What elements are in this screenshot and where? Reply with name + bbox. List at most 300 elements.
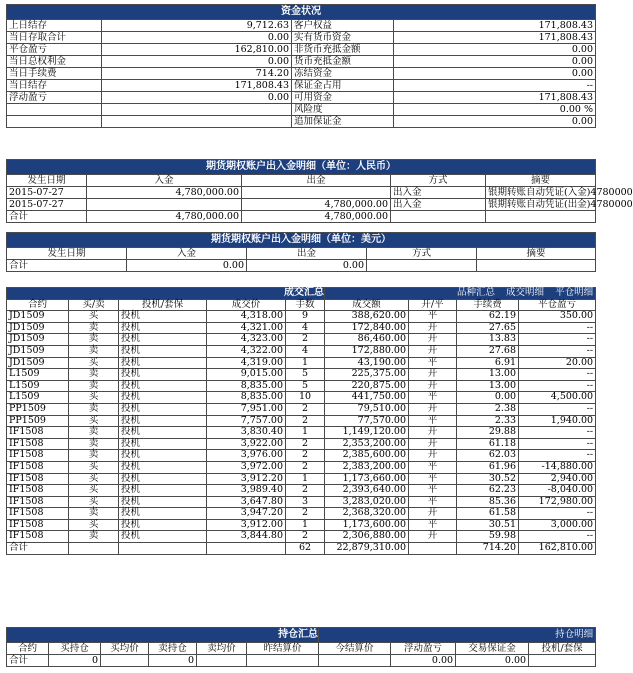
table-cell: 22,879,310.00 (325, 543, 409, 555)
table-row (7, 655, 596, 667)
table-cell: 开 (409, 334, 457, 346)
table-cell: 4,780,000.00 (87, 211, 242, 223)
table-cell: 61.58 (457, 508, 519, 520)
table-cell: 79,510.00 (325, 403, 409, 415)
column-header: 摘要 (477, 248, 596, 260)
column-header: 平仓盈亏 (519, 299, 596, 311)
table-cell: 投机 (119, 473, 207, 485)
table-cell: IF1508 (7, 485, 69, 497)
table-cell: 4,780,000.00 (242, 211, 391, 223)
table-cell: 买 (69, 461, 119, 473)
table-cell: -8,040.00 (519, 485, 596, 497)
table-cell: 85.36 (457, 496, 519, 508)
table-cell: 0 (149, 655, 197, 667)
table-cell: 220,875.00 (325, 380, 409, 392)
table-row (7, 531, 596, 543)
table-cell: -- (519, 438, 596, 450)
table-row (7, 211, 596, 223)
table-cell: 可用资金 (292, 92, 394, 104)
table-cell: 买 (69, 485, 119, 497)
table-cell: IF1508 (7, 508, 69, 520)
table-cell: 8,835.00 (207, 380, 286, 392)
table-cell: L1509 (7, 369, 69, 381)
table-cell: 2,385,600.00 (325, 450, 409, 462)
table-cell: 投机 (119, 438, 207, 450)
column-header: 成交额 (325, 299, 409, 311)
table-cell: 2 (286, 461, 325, 473)
table-cell: 350.00 (519, 311, 596, 323)
table-cell: 2,368,320.00 (325, 508, 409, 520)
column-header: 开/平 (409, 299, 457, 311)
column-header: 入金 (127, 248, 247, 260)
usd-deposit-table (6, 232, 596, 272)
table-cell: 当日存取合计 (7, 32, 102, 44)
table-cell: 7,951.00 (207, 403, 286, 415)
table-cell: PP1509 (7, 415, 69, 427)
table-cell: 9,712.63 (102, 20, 292, 32)
table-row (7, 116, 596, 128)
table-cell (367, 260, 477, 272)
table-cell: 1,173,600.00 (325, 519, 409, 531)
position-summary-title: 持仓汇总 (7, 628, 319, 643)
table-cell (409, 543, 457, 555)
position-summary-table (6, 627, 596, 667)
table-cell: 0.00 (102, 92, 292, 104)
table-cell: -- (519, 380, 596, 392)
table-cell: JD1509 (7, 322, 69, 334)
table-cell: 27.65 (457, 322, 519, 334)
table-cell: 10 (286, 392, 325, 404)
table-cell: 3,844.80 (207, 531, 286, 543)
table-cell: 3,976.00 (207, 450, 286, 462)
table-cell: IF1508 (7, 461, 69, 473)
table-cell (529, 655, 596, 667)
table-cell: 1,940.00 (519, 415, 596, 427)
table-cell: IF1508 (7, 438, 69, 450)
table-cell: 171,808.43 (102, 80, 292, 92)
column-header: 买均价 (101, 643, 149, 655)
table-cell: 9,015.00 (207, 369, 286, 381)
table-row (7, 334, 596, 346)
column-header: 交易保证金 (456, 643, 529, 655)
table-cell: 1,149,120.00 (325, 427, 409, 439)
table-cell: 441,750.00 (325, 392, 409, 404)
trade-detail-link[interactable]: 成交明细 (506, 287, 545, 298)
table-cell: 0.00 (457, 392, 519, 404)
table-cell: 7,757.00 (207, 415, 286, 427)
table-cell: 3,947.20 (207, 508, 286, 520)
table-cell: 投机 (119, 345, 207, 357)
table-cell: 浮动盈亏 (7, 92, 102, 104)
table-cell: 61.96 (457, 461, 519, 473)
table-cell: 4,780,000.00 (87, 187, 242, 199)
table-cell: 172,840.00 (325, 322, 409, 334)
table-cell: 3 (286, 496, 325, 508)
table-cell: 4 (286, 345, 325, 357)
table-cell: L1509 (7, 380, 69, 392)
table-row (7, 199, 596, 211)
table-row (7, 427, 596, 439)
table-cell: 投机 (119, 461, 207, 473)
column-header: 方式 (367, 248, 477, 260)
table-cell: 13.00 (457, 380, 519, 392)
table-cell: 买 (69, 415, 119, 427)
table-cell (101, 655, 149, 667)
table-cell: 当日手续费 (7, 68, 102, 80)
table-cell (69, 543, 119, 555)
table-cell: 实有货币资金 (292, 32, 394, 44)
table-cell (207, 543, 286, 555)
table-cell: 3,989.40 (207, 485, 286, 497)
table-cell: 3,912.00 (207, 519, 286, 531)
table-row (7, 380, 596, 392)
table-cell: 出入金 (391, 187, 486, 199)
table-row (7, 32, 596, 44)
column-header: 出金 (242, 175, 391, 187)
table-cell: 2,353,200.00 (325, 438, 409, 450)
table-cell: 0 (49, 655, 101, 667)
table-cell: 2 (286, 531, 325, 543)
table-cell: 平 (409, 519, 457, 531)
table-row (7, 80, 596, 92)
table-cell: 开 (409, 508, 457, 520)
table-cell: 30.52 (457, 473, 519, 485)
table-cell: 2 (286, 403, 325, 415)
table-cell: 5 (286, 369, 325, 381)
table-cell: 4,323.00 (207, 334, 286, 346)
table-cell: 29.88 (457, 427, 519, 439)
table-row (7, 260, 596, 272)
table-cell: 3,922.00 (207, 438, 286, 450)
column-header: 成交价 (207, 299, 286, 311)
fund-status-table (6, 4, 596, 128)
table-cell: 合计 (7, 543, 69, 555)
table-cell: 4,319.00 (207, 357, 286, 369)
table-cell: JD1509 (7, 311, 69, 323)
table-cell: 买 (69, 392, 119, 404)
table-cell: 投机 (119, 392, 207, 404)
table-cell: 4,321.00 (207, 322, 286, 334)
column-header: 卖均价 (197, 643, 247, 655)
column-header: 买持仓 (49, 643, 101, 655)
table-cell: 3,647.80 (207, 496, 286, 508)
table-cell: 2,383,200.00 (325, 461, 409, 473)
table-row (7, 461, 596, 473)
table-cell: 当日总权利金 (7, 56, 102, 68)
table-cell: 客户权益 (292, 20, 394, 32)
table-cell: 平 (409, 496, 457, 508)
table-cell: 4,322.00 (207, 345, 286, 357)
table-cell: 平 (409, 311, 457, 323)
table-cell: 1 (286, 519, 325, 531)
fund-status-title: 资金状况 (7, 5, 596, 20)
table-row (7, 311, 596, 323)
table-cell: -- (519, 334, 596, 346)
table-cell: 投机 (119, 519, 207, 531)
table-cell (102, 104, 292, 116)
table-cell: 货币充抵金额 (292, 56, 394, 68)
table-cell: 3,972.00 (207, 461, 286, 473)
table-cell: 13.83 (457, 334, 519, 346)
table-cell (486, 211, 596, 223)
table-cell: 卖 (69, 322, 119, 334)
table-row (7, 369, 596, 381)
table-cell: 27.68 (457, 345, 519, 357)
column-header: 手续费 (457, 299, 519, 311)
table-cell: 714.20 (457, 543, 519, 555)
table-row (7, 187, 596, 199)
table-cell: 2,940.00 (519, 473, 596, 485)
table-cell: 62.19 (457, 311, 519, 323)
table-cell: 合计 (7, 655, 49, 667)
column-header: 手数 (286, 299, 325, 311)
table-cell: 投机 (119, 322, 207, 334)
table-cell: 8,835.00 (207, 392, 286, 404)
table-cell: 162,810.00 (519, 543, 596, 555)
table-cell: JD1509 (7, 357, 69, 369)
table-cell: 开 (409, 322, 457, 334)
trade-summary-table (6, 287, 596, 555)
table-cell: 投机 (119, 369, 207, 381)
table-cell: 2,393,640.00 (325, 485, 409, 497)
table-cell (7, 116, 102, 128)
table-cell: 平 (409, 485, 457, 497)
table-cell: 卖 (69, 334, 119, 346)
table-cell (247, 655, 319, 667)
table-cell (119, 543, 207, 555)
table-cell: L1509 (7, 392, 69, 404)
table-cell: -- (519, 403, 596, 415)
column-header-row (7, 299, 596, 311)
table-cell (87, 199, 242, 211)
table-cell: 0.00 (391, 655, 456, 667)
table-cell: 卖 (69, 531, 119, 543)
table-cell: 卖 (69, 450, 119, 462)
table-cell: 714.20 (102, 68, 292, 80)
table-cell: 77,570.00 (325, 415, 409, 427)
table-cell: 开 (409, 427, 457, 439)
table-cell: 2 (286, 485, 325, 497)
table-cell: 171,808.43 (394, 20, 596, 32)
table-row (7, 56, 596, 68)
table-cell: IF1508 (7, 496, 69, 508)
trade-summary-title: 成交汇总 (7, 288, 325, 300)
table-row (7, 450, 596, 462)
table-cell: 平 (409, 461, 457, 473)
table-cell: JD1509 (7, 334, 69, 346)
table-cell: 0.00 (456, 655, 529, 667)
table-cell: -- (519, 322, 596, 334)
table-cell: 172,880.00 (325, 345, 409, 357)
table-cell: 当日结存 (7, 80, 102, 92)
table-cell: -- (394, 80, 596, 92)
table-cell: 4 (286, 322, 325, 334)
table-cell: -- (519, 369, 596, 381)
table-cell: 开 (409, 403, 457, 415)
column-header: 昨结算价 (247, 643, 319, 655)
table-cell: 1,173,660.00 (325, 473, 409, 485)
table-row (7, 508, 596, 520)
table-cell: 投机 (119, 334, 207, 346)
usd-deposit-title: 期货期权账户出入金明细（单位：美元） (7, 233, 596, 248)
table-cell: 买 (69, 357, 119, 369)
table-cell: 开 (409, 531, 457, 543)
table-row (7, 357, 596, 369)
table-cell: 投机 (119, 415, 207, 427)
table-cell: 0.00 (394, 68, 596, 80)
close-detail-link[interactable]: 平仓明细 (555, 287, 594, 298)
table-cell: 买 (69, 496, 119, 508)
table-cell: 2015-07-27 (7, 199, 87, 211)
column-header-row (7, 643, 596, 655)
table-cell: 投机 (119, 427, 207, 439)
column-header: 发生日期 (7, 248, 127, 260)
table-cell (102, 116, 292, 128)
position-detail-link[interactable]: 持仓明细 (555, 629, 594, 640)
table-cell (242, 187, 391, 199)
table-cell: 银期转账自动凭证(出金)4780000 (486, 199, 596, 211)
table-row (7, 485, 596, 497)
table-cell: 171,808.43 (394, 92, 596, 104)
column-header: 浮动盈亏 (391, 643, 456, 655)
table-cell: 卖 (69, 427, 119, 439)
table-cell: 风险度 (292, 104, 394, 116)
table-cell: 3,912.20 (207, 473, 286, 485)
table-cell: 平 (409, 357, 457, 369)
table-cell: 0.00 (394, 56, 596, 68)
table-cell: 保证金占用 (292, 80, 394, 92)
table-cell: 0.00 (394, 116, 596, 128)
table-cell: IF1508 (7, 531, 69, 543)
table-cell: PP1509 (7, 403, 69, 415)
column-header: 方式 (391, 175, 486, 187)
table-cell: -- (519, 531, 596, 543)
table-cell (7, 104, 102, 116)
table-cell: -- (519, 427, 596, 439)
table-cell: IF1508 (7, 427, 69, 439)
table-cell: 62.23 (457, 485, 519, 497)
column-header: 合约 (7, 643, 49, 655)
variety-summary-link[interactable]: 品种汇总 (456, 287, 495, 298)
table-cell: 5 (286, 380, 325, 392)
table-cell: 开 (409, 380, 457, 392)
table-cell: 投机 (119, 311, 207, 323)
table-cell: 2.38 (457, 403, 519, 415)
cny-deposit-title: 期货期权账户出入金明细（单位：人民币） (7, 160, 596, 175)
table-cell: 2 (286, 508, 325, 520)
table-cell: 1 (286, 357, 325, 369)
table-cell: 出入金 (391, 199, 486, 211)
table-row (7, 392, 596, 404)
table-cell: 投机 (119, 508, 207, 520)
table-cell: 61.18 (457, 438, 519, 450)
column-header: 投机/套保 (119, 299, 207, 311)
table-cell: 平仓盈亏 (7, 44, 102, 56)
table-cell: 225,375.00 (325, 369, 409, 381)
table-cell: JD1509 (7, 345, 69, 357)
table-cell: 2,306,880.00 (325, 531, 409, 543)
cny-deposit-table (6, 159, 633, 223)
table-cell: -- (519, 450, 596, 462)
table-cell: 合计 (7, 211, 87, 223)
table-cell: 买 (69, 519, 119, 531)
table-cell: 2 (286, 334, 325, 346)
table-cell: 86,460.00 (325, 334, 409, 346)
table-cell: 投机 (119, 485, 207, 497)
table-cell: 172,980.00 (519, 496, 596, 508)
table-cell: 2 (286, 415, 325, 427)
table-cell: 62.03 (457, 450, 519, 462)
column-header-row (7, 248, 596, 260)
table-cell: 0.00 (247, 260, 367, 272)
table-cell: 43,190.00 (325, 357, 409, 369)
table-cell: 3,000.00 (519, 519, 596, 531)
table-cell: 卖 (69, 508, 119, 520)
table-cell: 投机 (119, 357, 207, 369)
column-header: 发生日期 (7, 175, 87, 187)
table-cell: 卖 (69, 438, 119, 450)
table-cell: -- (519, 508, 596, 520)
table-cell: 1 (286, 427, 325, 439)
table-cell: 2 (286, 438, 325, 450)
table-row (7, 68, 596, 80)
column-header: 合约 (7, 299, 69, 311)
table-row (7, 20, 596, 32)
table-cell: 0.00 % (394, 104, 596, 116)
table-cell: 投机 (119, 380, 207, 392)
table-cell: IF1508 (7, 450, 69, 462)
column-header: 卖持仓 (149, 643, 197, 655)
table-cell: 3,830.40 (207, 427, 286, 439)
table-cell: 13.00 (457, 369, 519, 381)
table-row (7, 92, 596, 104)
table-cell: 0.00 (102, 32, 292, 44)
table-cell: 卖 (69, 380, 119, 392)
table-cell: 0.00 (127, 260, 247, 272)
table-cell: 30.51 (457, 519, 519, 531)
column-header-row (7, 175, 596, 187)
table-cell (319, 655, 391, 667)
table-cell: 冻结资金 (292, 68, 394, 80)
table-cell: 162,810.00 (102, 44, 292, 56)
table-cell: 开 (409, 369, 457, 381)
table-cell: 合计 (7, 260, 127, 272)
table-cell: 投机 (119, 450, 207, 462)
table-cell: 投机 (119, 403, 207, 415)
column-header: 摘要 (486, 175, 596, 187)
table-cell: 银期转账自动凭证(入金)4780000 (486, 187, 596, 199)
table-cell: 2015-07-27 (7, 187, 87, 199)
column-header: 今结算价 (319, 643, 391, 655)
table-row (7, 415, 596, 427)
table-row (7, 104, 596, 116)
table-cell (197, 655, 247, 667)
table-row (7, 44, 596, 56)
table-row (7, 543, 596, 555)
table-cell: 非货币充抵金额 (292, 44, 394, 56)
column-header: 投机/套保 (529, 643, 596, 655)
table-cell: 62 (286, 543, 325, 555)
table-cell: 2 (286, 450, 325, 462)
table-cell: 20.00 (519, 357, 596, 369)
table-row (7, 473, 596, 485)
table-cell: 2.33 (457, 415, 519, 427)
table-cell: 投机 (119, 531, 207, 543)
table-cell: 0.00 (102, 56, 292, 68)
table-cell: 上日结存 (7, 20, 102, 32)
table-cell: IF1508 (7, 473, 69, 485)
table-cell: 平 (409, 392, 457, 404)
